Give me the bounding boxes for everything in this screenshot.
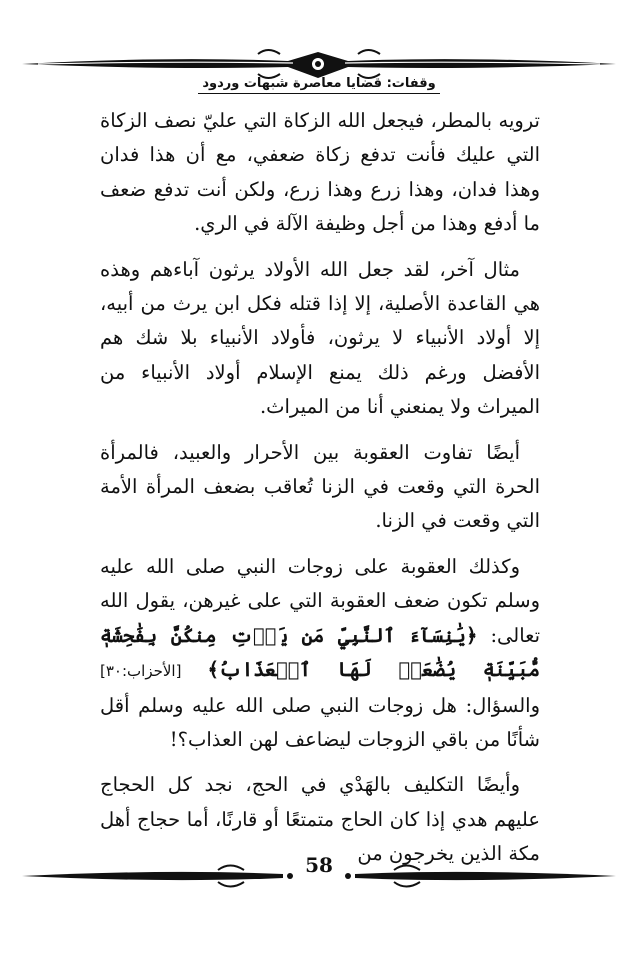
verse-reference: [الأحزاب:٣٠]	[100, 662, 182, 681]
paragraph: ترويه بالمطر، فيجعل الله الزكاة التي عليّ نصف الزكاة التي عليك فأنت تدفع زكاة ضعفي، مع أن هذا فدان وهذا فدان، وهذا زرع وهذا زرع، ولكن أنت تدفع ضعف ما أدفع وهذا من أجل وظيفة الآلة في الري.	[100, 109, 540, 236]
body-text	[100, 104, 540, 872]
running-header	[0, 76, 638, 94]
paragraph-with-quran-verse	[100, 550, 540, 757]
paragraph-text: وكذلك العقوبة على زوجات النبي صلى الله عليه وسلم تكون ضعف العقوبة التي على غيرهن، يقول الله تعالى:	[100, 554, 540, 647]
quran-verse: ﴿يَٰنِسَآءَ ٱلنَّبِيِّ مَن يَأۡتِ مِنكُنَّ بِفَٰحِشَةٖ مُّبَيِّنَةٖ يُضَٰعَفۡ لَهَا ٱلۡعَذَابُ﴾	[100, 623, 540, 682]
paragraph-text: والسؤال: هل زوجات النبي صلى الله عليه وسلم أقل شأنًا من باقي الزوجات ليضاعف لهن العذاب؟!	[100, 693, 540, 751]
page-number	[0, 853, 638, 877]
page-number-text: 58	[301, 853, 337, 877]
paragraph: مثال آخر، لقد جعل الله الأولاد يرثون آباءهم وهذه هي القاعدة الأصلية، إلا إذا قتله فكل ابن يرث من أبيه، إلا أولاد الأنبياء لا يرثون، فأولاد الأنبياء بلا شك هم الأفضل ورغم ذلك يمنع الإسلام أولاد الأنبياء من الميراث ولا يمنعني أنا من الميراث.	[100, 257, 540, 419]
running-header-text: وقفات: قضايا معاصرة شبهات وردود	[198, 76, 439, 94]
paragraph: وأيضًا التكليف بالهَدْي في الحج، نجد كل الحجاج عليهم هدي إذا كان الحاج متمتعًا أو قارنًا، أما حجاج أهل مكة الذين يخرجون من	[100, 773, 540, 866]
paragraph: أيضًا تفاوت العقوبة بين الأحرار والعبيد، فالمرأة الحرة التي وقعت في الزنا تُعاقب بضعف المرأة الأمة التي وقعت في الزنا.	[100, 440, 540, 533]
